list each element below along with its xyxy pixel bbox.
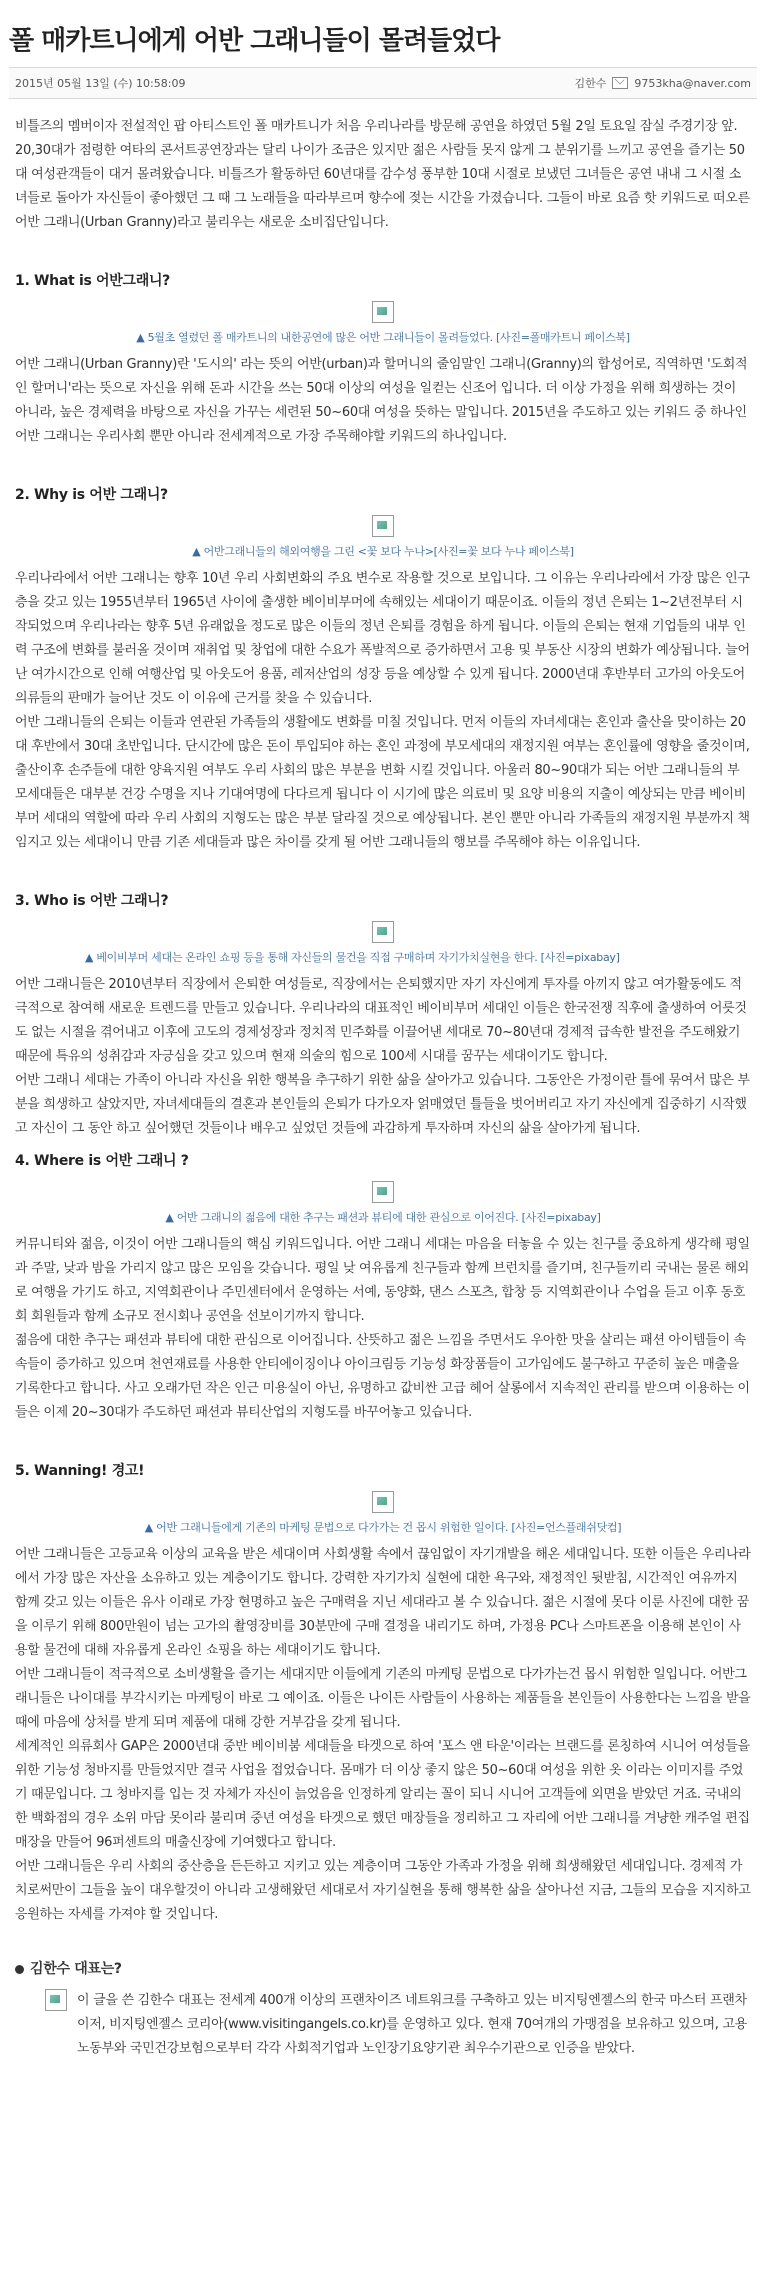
article-title: 폴 매카트니에게 어반 그래니들이 몰려들었다 <box>9 26 500 56</box>
broken-image-icon <box>372 1491 394 1513</box>
author-profile <box>15 1989 751 2061</box>
article <box>9 0 757 2061</box>
article-body <box>9 99 757 2061</box>
paragraph: 어반 그래니(Urban Granny)란 '도시의' 라는 뜻의 어반(urban)과 할머니의 줄임말인 그래니(Granny)의 합성어로, 직역하면 '도회적인 할머니'라는 뜻으로 자신을 위해 돈과 시간을 쓰는 50대 이상의 여성을 일컫는 신조어 입니다. 더 이상 가정을 위해 희생하는 것이 아니라, 높은 경제력을 바탕으로 자신을 가꾸는 세련된 50~60대 여성을 뜻하는 말입니다. 2015년을 주도하고 있는 키워드 중 하나인 어반 그래니는 우리사회 뿐만 아니라 전세계적으로 가장 주목해야할 키워드의 하나입니다. <box>15 357 748 444</box>
broken-image-icon <box>372 515 394 537</box>
paragraph: 어반 그래니들이 적극적으로 소비생활을 즐기는 세대지만 이들에게 기존의 마케팅 문법으로 다가가는건 몹시 위험한 일입니다. 어반그래니들은 나이대를 부각시키는 마케팅이 바로 그 예이죠. 이들은 나이든 사람들이 사용하는 제품들을 본인들이 사용한다는 느낌을 받을때에 마음에 상처를 받게 되며 제품에 대해 강한 거부감을 갖게 됩니다. <box>15 1667 751 1730</box>
mail-icon <box>612 77 628 89</box>
broken-image-icon <box>372 301 394 323</box>
intro-paragraph: 비틀즈의 멤버이자 전설적인 팝 아티스트인 폴 매카트니가 처음 우리나라를 방문해 공연을 하였던 5월 2일 토요일 잠실 주경기장 앞. 20,30대가 점령한 여타의 콘서트공연장과는 달리 나이가 조금은 있지만 젊은 사람들 못지 않게 그 분위기를 느끼고 공연을 즐기는 50대 여성관객들이 대거 몰려왔습니다. 비틀즈가 활동하던 60년대를 감수성 풍부한 10대 시절로 보냈던 그녀들은 공연 내내 그 시절 소녀들로 돌아가 자신들이 좋아했던 그 때 그 노래들을 따라부르며 향수에 젖는 시간을 가졌습니다. 그들이 바로 요즘 핫 키워드로 떠오른 어반 그래니(Urban Granny)라고 불리우는 새로운 소비집단입니다. <box>15 119 750 230</box>
section-heading: 4. Where is 어반 그래니 ? <box>15 1153 189 1169</box>
image-caption: ▲ 어반 그래니의 젊음에 대한 추구는 패션과 뷰티에 대한 관심으로 이어진다. [사진=pixabay] <box>165 1211 601 1224</box>
author-box-title: 김한수 대표는? <box>30 1961 122 1977</box>
broken-image-icon <box>372 921 394 943</box>
broken-image-icon <box>45 1989 67 2011</box>
author-info <box>575 75 751 91</box>
paragraph: 우리나라에서 어반 그래니는 향후 10년 우리 사회변화의 주요 변수로 작용할 것으로 보입니다. 그 이유는 우리나라에서 가장 많은 인구층을 갖고 있는 1955년부터 1965년 사이에 출생한 베이비부머에 속해있는 세대이기 때문이죠. 이들의 정년 은퇴는 1~2년전부터 시작되었으며 우리나라는 향후 5년 유래없을 정도로 많은 이들의 정년 은퇴를 경험을 하게 됩니다. 이들의 은퇴는 현재 기업들의 내부 인력 구조에 변화를 불러올 것이며 재취업 및 창업에 대한 수요가 폭발적으로 증가하면서 고용 및 부동산 시장의 변화가 예상됩니다. 늘어난 여가시간으로 인해 여행산업 및 아웃도어 용품, 레저산업의 성장 등을 예상할 수 있게 됩니다. 2000년대 후반부터 고가의 아웃도어 의류들의 판매가 늘어난 것도 이 이유에 근거를 찾을 수 있습니다. <box>15 571 750 706</box>
paragraph: 어반 그래니들은 우리 사회의 중산층을 든든하고 지키고 있는 계층이며 그동안 가족과 가정을 위해 희생해왔던 세대입니다. 경제적 가치로써만이 그들을 높이 대우할것이 아니라 고생해왔던 세대로서 자기실현을 통해 행복한 삶을 살아나선 지금, 그들의 모습을 지지하고 응원하는 자세를 가져야 할 것입니다. <box>15 1859 751 1922</box>
image-caption: ▲ 베이비부머 세대는 온라인 쇼핑 등을 통해 자신들의 물건을 직접 구매하며 자기가치실현을 한다. [사진=pixabay] <box>85 951 620 964</box>
paragraph: 어반 그래니들은 고등교육 이상의 교육을 받은 세대이며 사회생활 속에서 끊임없이 자기개발을 해온 세대입니다. 또한 이들은 우리나라에서 가장 많은 자산을 소유하고 있는 계층이기도 합니다. 강력한 자기가치 실현에 대한 욕구와, 재정적인 뒷받침, 시간적인 여유까지 함께 갖고 있는 이들은 유사 이래로 가장 현명하고 높은 구매력을 지닌 세대라고 볼 수 있습니다. 젊은 시절에 못다 이룬 사진에 대한 꿈을 이루기 위해 800만원이 넘는 고가의 촬영장비를 30분만에 구매 결정을 내리기도 하며, 가정용 PC나 스마트폰을 이용해 본인이 사용할 물건에 대해 자유롭게 온라인 쇼핑을 하는 세대이기도 합니다. <box>15 1547 751 1658</box>
paragraph: 커뮤니티와 젊음, 이것이 어반 그래니들의 핵심 키워드입니다. 어반 그래니 세대는 마음을 터놓을 수 있는 친구를 중요하게 생각해 평일과 주말, 낮과 밤을 가리지 않고 많은 모임을 갖습니다. 평일 낮 여유롭게 친구들과 함께 브런치를 즐기며, 친구들끼리 국내는 물론 해외로 여행을 가기도 하고, 지역회관이나 주민센터에서 운영하는 서예, 동양화, 댄스 스포츠, 합창 등 지역회관이나 수업을 듣고 이후 동호회 회원들과 함께 소규모 전시회나 공연을 선보이기까지 합니다. <box>15 1237 750 1324</box>
image-caption: ▲ 5월초 열렸던 폴 매카트니의 내한공연에 많은 어반 그래니들이 몰려들었다. [사진=폴매카트니 페이스북] <box>136 331 630 344</box>
author-name[interactable]: 김한수 <box>574 77 607 90</box>
paragraph: 어반 그래니들은 2010년부터 직장에서 은퇴한 여성들로, 직장에서는 은퇴했지만 자기 자신에게 투자를 아끼지 않고 여가활동에도 적극적으로 참여해 새로운 트렌드를 만들고 있습니다. 우리나라의 대표적인 베이비부머 세대인 이들은 한국전쟁 직후에 출생하여 어릇것도 없는 시절을 겪어내고 이후에 고도의 경제성장과 정치적 민주화를 이끌어낸 세대로 70~80년대 경제적 급속한 발전을 주도해왔기 때문에 특유의 성취감과 자긍심을 갖고 있으며 현재 의술의 힘으로 100세 시대를 꿈꾸는 세대이기도 합니다. <box>15 977 747 1064</box>
author-box-heading <box>15 1957 751 1981</box>
paragraph: 어반 그래니 세대는 가족이 아니라 자신을 위한 행복을 추구하기 위한 삶을 살아가고 있습니다. 그동안은 가정이란 틀에 묶여서 많은 부분을 희생하고 살았지만, 자녀세대들의 결혼과 본인들의 은퇴가 다가오자 얽매였던 틀들을 벗어버리고 자기 자신에게 집중하기 시작했고 자신이 그 동안 하고 싶어했던 것들이나 배우고 싶었던 것들에 과감하게 투자하며 자신의 삶을 살아가게 됩니다. <box>15 1073 750 1136</box>
broken-image-icon <box>372 1181 394 1203</box>
article-meta <box>9 67 757 99</box>
paragraph: 젊음에 대한 추구는 패션과 뷰티에 대한 관심으로 이어집니다. 산뜻하고 젊은 느낌을 주면서도 우아한 맛을 살리는 패션 아이템들이 속속들이 증가하고 있으며 천연재료를 사용한 안티에이징이나 아이크림등 기능성 화장품들이 고가임에도 불구하고 꾸준히 높은 매출을 기록한다고 합니다. 사고 오래가던 작은 인근 미용실이 아닌, 유명하고 값비싼 고급 헤어 살롱에서 지속적인 관리를 받으며 이용하는 이들은 이제 20~30대가 주도하던 패션과 뷰티산업의 지형도를 바꾸어놓고 있습니다. <box>15 1333 750 1420</box>
author-bio: 이 글을 쓴 김한수 대표는 전세계 400개 이상의 프랜차이즈 네트워크를 구축하고 있는 비지팅엔젤스의 한국 마스터 프랜차이저, 비지팅엔젤스 코리아(www.visitingangels.co.kr)를 운영하고 있다. 현재 70여개의 가맹점을 보유하고 있으며, 고용노동부와 국민건강보험으로부터 각각 사회적기업과 노인장기요양기관 최우수기관으로 인증을 받았다. <box>77 1993 747 2056</box>
section-heading: 1. What is 어반그래니? <box>15 273 171 289</box>
paragraph: 어반 그래니들의 은퇴는 이들과 연관된 가족들의 생활에도 변화를 미칠 것입니다. 먼저 이들의 자녀세대는 혼인과 출산을 맞이하는 20대 후반에서 30대 초반입니다. 단시간에 많은 돈이 투입되야 하는 혼인 과정에 부모세대의 재정지원 여부는 혼인률에 영향을 줄것이며, 출산이후 손주들에 대한 양육지원 여부도 우리 사회의 많은 부분을 변화 시킬 것입니다. 아울러 80~90대가 되는 어반 그래니들의 부모세대들은 대부분 건강 수명을 지나 기대여명에 다다르게 됩니다 이 시기에 많은 의료비 및 요양 비용의 지출이 예상되는 만큼 베이비 부머 세대의 역할에 따라 우리 사회의 지형도는 많은 부분 달라질 것으로 예상됩니다. 본인 뿐만 아니라 가족들의 재정지원 부분까지 책임지고 있는 세대이니 만큼 기존 세대들과 많은 차이를 갖게 될 어반 그래니들의 행보를 주목해야 하는 이유입니다. <box>15 715 750 850</box>
section-heading: 3. Who is 어반 그래니? <box>15 893 169 909</box>
bullet-icon <box>15 1965 24 1974</box>
paragraph: 세계적인 의류회사 GAP은 2000년대 중반 베이비붐 세대들을 타겟으로 하여 '포스 앤 타운'이라는 브랜드를 론칭하여 시니어 여성들을 위한 기능성 청바지를 만들었지만 결국 사업을 접었습니다. 몸매가 더 이상 좋지 않은 50~60대 여성을 위한 옷 이라는 이미지를 주었기 때문입니다. 그 청바지를 입는 것 자체가 자신이 늙었음을 인정하게 알리는 꼴이 되니 시니어 고객들에 외면을 받았던 거죠. 국내의 한 백화점의 경우 소위 마담 못이라 불리며 중년 여성을 타겟으로 했던 매장들을 정리하고 그 자리에 어반 그래니를 겨냥한 캐주얼 편집 매장을 만들어 96퍼센트의 매출신장에 기여했다고 합니다. <box>15 1739 750 1850</box>
image-caption: ▲ 어반 그래니들에게 기존의 마케팅 문법으로 다가가는 건 몹시 위험한 일이다. [사진=언스플래쉬닷컴] <box>144 1521 622 1534</box>
image-caption: ▲ 어반그래니들의 해외여행을 그린 <꽃 보다 누나>[사진=꽃 보다 누나 페이스북] <box>192 545 574 558</box>
author-email[interactable]: 9753kha@naver.com <box>634 76 751 90</box>
section-heading: 5. Wanning! 경고! <box>15 1463 145 1479</box>
article-date: 2015년 05월 13일 (수) 10:58:09 <box>15 77 186 90</box>
section-heading: 2. Why is 어반 그래니? <box>15 487 168 503</box>
